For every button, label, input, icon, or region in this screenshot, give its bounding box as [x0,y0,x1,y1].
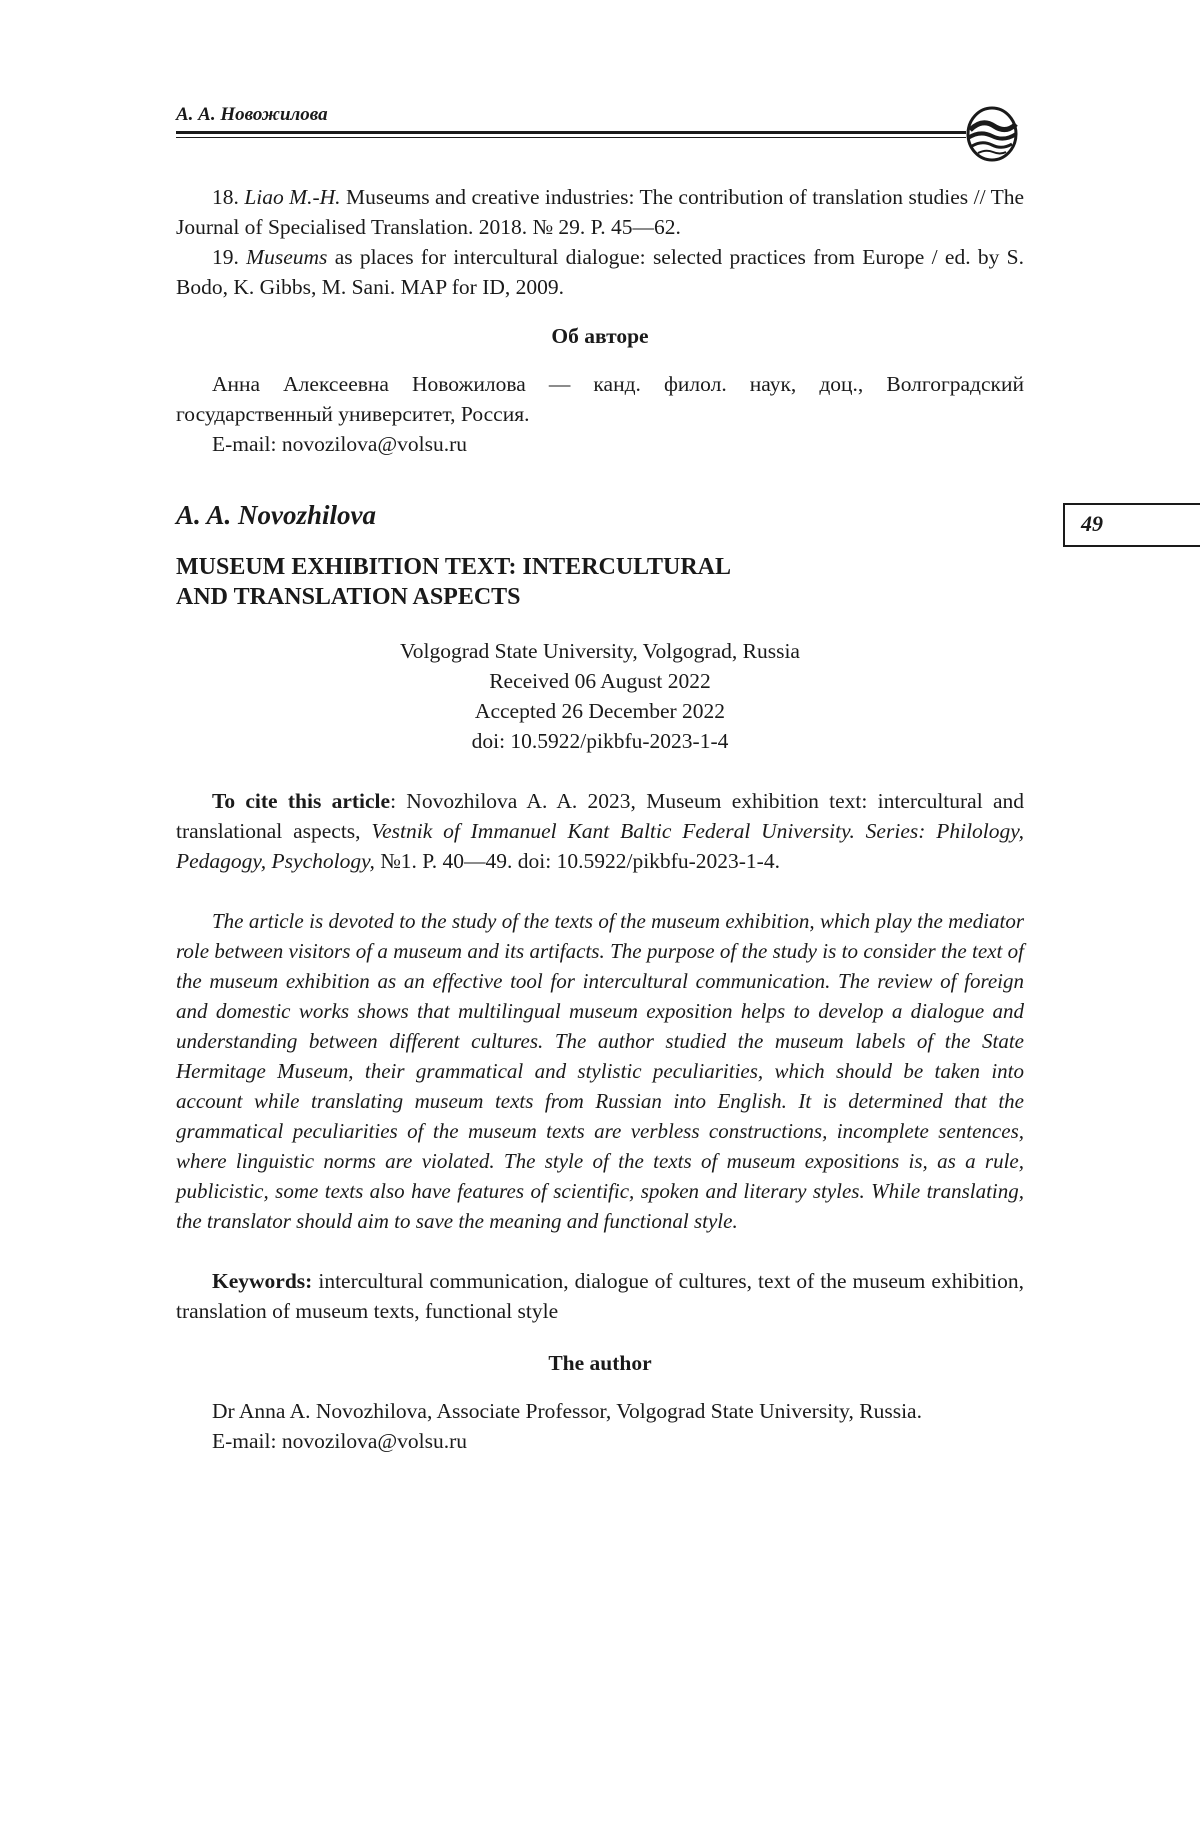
keywords-text: intercultural communication, dialogue of cultures, text of the museum exhibition, translation of museum texts, functional style [176,1269,1024,1323]
abstract-block [176,906,1024,1236]
reference-author: Liao M.-H. [244,185,341,209]
about-author-en-text: Dr Anna A. Novozhilova, Associate Professor, Volgograd State University, Russia. [212,1399,922,1423]
reference-number: 19. [212,245,239,269]
journal-wave-logo-icon [966,104,1018,164]
article-doi: doi: 10.5922/pikbfu-2023-1-4 [471,729,729,753]
keywords-label: Keywords: [212,1269,313,1293]
page-content [176,182,1024,1456]
reference-text: Museums and creative industries: The contribution of translation studies // The Journal of Specialised Translation. 2018. № 29. P. 45—62. [176,185,1025,239]
article-author: A. A. Novozhilova [176,500,377,530]
about-author-ru-heading: Об авторе [551,324,649,348]
reference-author: Museums [246,245,328,269]
reference-text: as places for intercultural dialogue: selected practices from Europe / ed. by S. Bodo, K. Gibbs, M. Sani. MAP for ID, 2009. [176,245,1024,299]
about-author-ru-email: E-mail: novozilova@volsu.ru [212,432,468,456]
header-rule-thick [176,131,966,134]
citation-pages: №1. P. 40—49. doi: 10.5922/pikbfu-2023-1-4. [374,849,780,873]
page-number-box [1063,503,1200,547]
reference-19 [176,242,1024,302]
article-title-line1: MUSEUM EXHIBITION TEXT: INTERCULTURAL [176,554,731,580]
received-date: Received 06 August 2022 [489,669,711,693]
header-rule-thin [176,137,966,138]
citation-journal: Vestnik of Immanuel Kant Baltic Federal University. Series: Philology, Pedagogy, Psychology, [176,819,1024,873]
citation [176,786,1024,876]
running-header [176,104,1021,164]
citation-label: To cite this article [212,789,391,813]
citation-text: : Novozhilova A. A. 2023, Museum exhibition text: intercultural and translational aspects, [176,789,1024,843]
about-author-en-heading: The author [548,1351,652,1375]
reference-18 [176,182,1024,242]
reference-number: 18. [212,185,239,209]
keywords [176,1266,1024,1326]
accepted-date: Accepted 26 December 2022 [474,699,726,723]
affiliation: Volgograd State University, Volgograd, Russia [400,639,800,663]
about-author-ru-text: Анна Алексеевна Новожилова — канд. филол. наук, доц., Волгоградский государственный университет, Россия. [176,372,1024,426]
page-number: 49 [1081,511,1103,536]
about-author-en-email: E-mail: novozilova@volsu.ru [212,1429,468,1453]
running-author: А. А. Новожилова [176,104,328,125]
abstract: The article is devoted to the study of the texts of the museum exhibition, which play the mediator role between visitors of a museum and its artifacts. The purpose of the study is to consider the text of the museum exhibition as an effective tool for intercultural communication. The review of foreign and domestic works shows that multilingual museum exposition helps to develop a dialogue and understanding between different cultures. The author studied the museum labels of the State Hermitage Museum, their grammatical and stylistic peculiarities, which should be taken into account while translating museum texts from Russian into English. It is determined that the grammatical peculiarities of the museum texts are verbless constructions, incomplete sentences, where linguistic norms are violated. The style of the texts of museum expositions is, as a rule, publicistic, some texts also have features of scientific, spoken and literary styles. While translating, the translator should aim to save the meaning and functional style. [176,909,1024,1233]
article-title-line2: AND TRANSLATION ASPECTS [176,584,521,610]
